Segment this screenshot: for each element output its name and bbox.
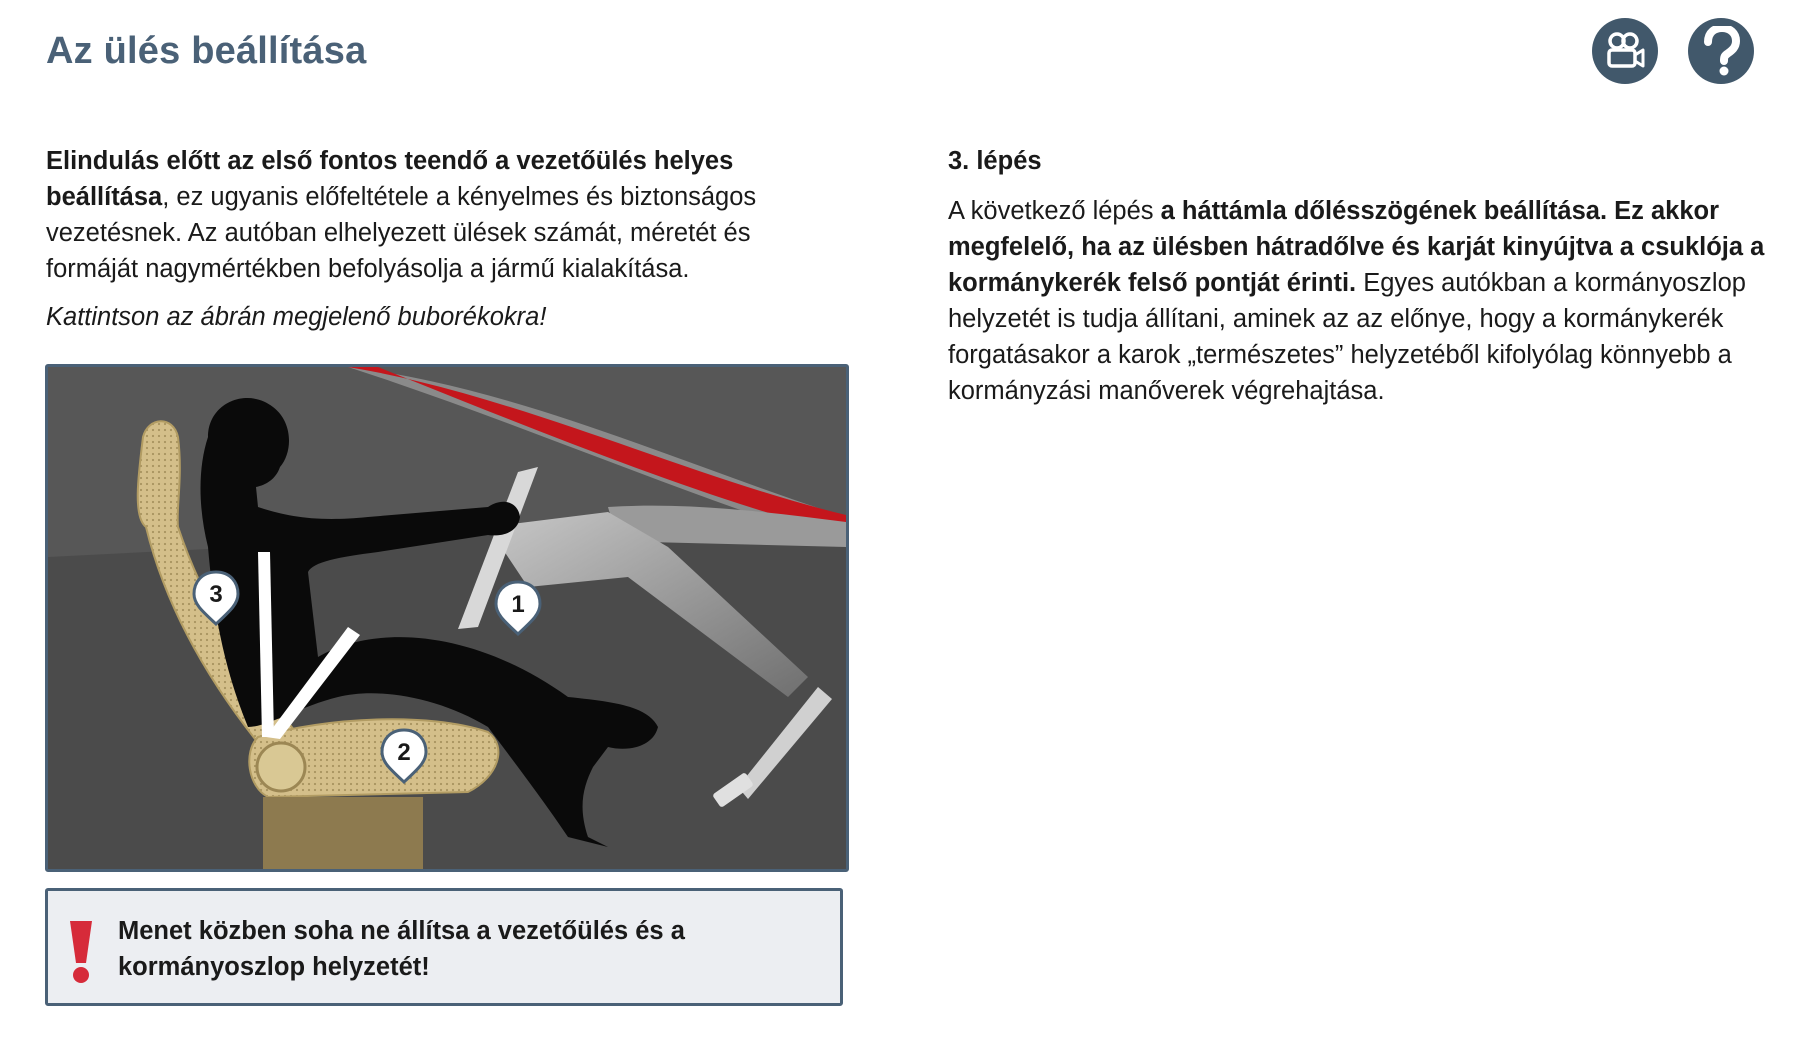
video-camera-icon (1603, 31, 1647, 71)
page-title: Az ülés beállítása (46, 30, 367, 72)
intro-rest: , ez ugyanis előfeltétele a kényelmes és biztonságos vezetésnek. Az autóban elhelyezett ülések számát, méretét és formáját nagymértékben befolyásolja a jármű kialakítása. (46, 183, 757, 283)
step-text-1: A következő lépés (948, 197, 1161, 225)
exclamation-icon (68, 919, 94, 985)
seat-base (263, 797, 423, 869)
seat-illustration-svg (48, 367, 846, 869)
help-button[interactable] (1688, 18, 1754, 84)
intro-section (46, 143, 846, 335)
intro-paragraph (46, 143, 846, 287)
step-paragraph (948, 193, 1768, 409)
warning-box (45, 888, 843, 1006)
intro-bold-lead: Elindulás előtt az első fontos teendő a vezetőülés helyes beállítása (46, 147, 734, 211)
bubble-1-label: 1 (511, 591, 525, 618)
seat-illustration (45, 364, 849, 872)
step-text-2: Egyes autókban a kormányoszlop helyzetét is tudja állítani, aminek az az előnye, hogy a kormánykerék forgatásakor a karok „természetes” helyzetéből kifolyólag könnyebb a kormányzási manőverek végrehajtása. (948, 269, 1746, 405)
seat-recline-knob (257, 743, 305, 791)
question-mark-icon (1701, 26, 1741, 76)
step-title: 3. lépés (948, 147, 1042, 175)
step-bold-1: a háttámla dőlésszögének beállítása. Ez akkor megfelelő, ha az ülésben hátradőlve és karját kinyújtva a csuklója a kormánykerék felső pontját érinti. (948, 197, 1765, 297)
video-button[interactable] (1592, 18, 1658, 84)
bubble-3-label: 3 (209, 581, 223, 608)
intro-hint: Kattintson az ábrán megjelenő buborékokra! (46, 303, 547, 331)
step-section (948, 143, 1768, 409)
warning-text: Menet közben soha ne állítsa a vezetőülés és a kormányoszlop helyzetét! (118, 917, 685, 981)
bubble-2-label: 2 (397, 739, 411, 766)
